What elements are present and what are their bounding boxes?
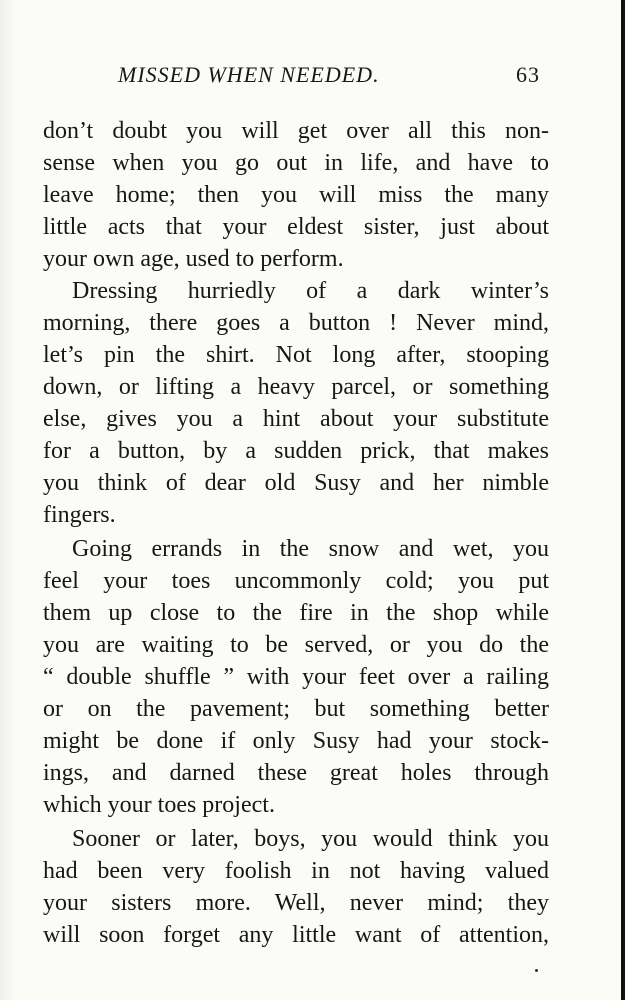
text-line: leave home; then you will miss the many [43, 182, 549, 208]
paragraph-first-line: Going errands in the snow and wet, you [72, 536, 549, 562]
text-line: ings, and darned these great holes through [43, 760, 549, 786]
paragraph-first-line: Dressing hurriedly of a dark winter’s [72, 278, 549, 304]
text-line: which your toes project. [43, 792, 275, 818]
text-line: down, or lifting a heavy parcel, or something [43, 374, 549, 400]
text-line: don’t doubt you will get over all this non- [43, 118, 549, 144]
running-head-title: MISSED WHEN NEEDED. [118, 62, 380, 87]
text-line: you are waiting to be served, or you do the [43, 632, 549, 658]
text-line: had been very foolish in not having valued [43, 858, 549, 884]
text-line: fingers. [43, 502, 116, 528]
text-line: feel your toes uncommonly cold; you put [43, 568, 549, 594]
text-line: let’s pin the shirt. Not long after, stooping [43, 342, 549, 368]
text-line: sense when you go out in life, and have to [43, 150, 549, 176]
text-line: will soon forget any little want of attention, [43, 922, 549, 948]
paragraph-first-line: Sooner or later, boys, you would think you [72, 826, 549, 852]
text-line: your own age, used to perform. [43, 246, 344, 272]
text-line: morning, there goes a button ! Never mind, [43, 310, 549, 336]
text-line: little acts that your eldest sister, just about [43, 214, 549, 240]
text-line: “ double shuffle ” with your feet over a railing [43, 664, 549, 690]
text-line: might be done if only Susy had your stock- [43, 728, 549, 754]
page-number: 63 [516, 62, 540, 87]
text-line: or on the pavement; but something better [43, 696, 549, 722]
text-line: for a button, by a sudden prick, that makes [43, 438, 549, 464]
text-line: your sisters more. Well, never mind; they [43, 890, 549, 916]
text-line: them up close to the fire in the shop while [43, 600, 549, 626]
print-speck [535, 969, 538, 972]
text-line: you think of dear old Susy and her nimble [43, 470, 549, 496]
text-line: else, gives you a hint about your substitute [43, 406, 549, 432]
